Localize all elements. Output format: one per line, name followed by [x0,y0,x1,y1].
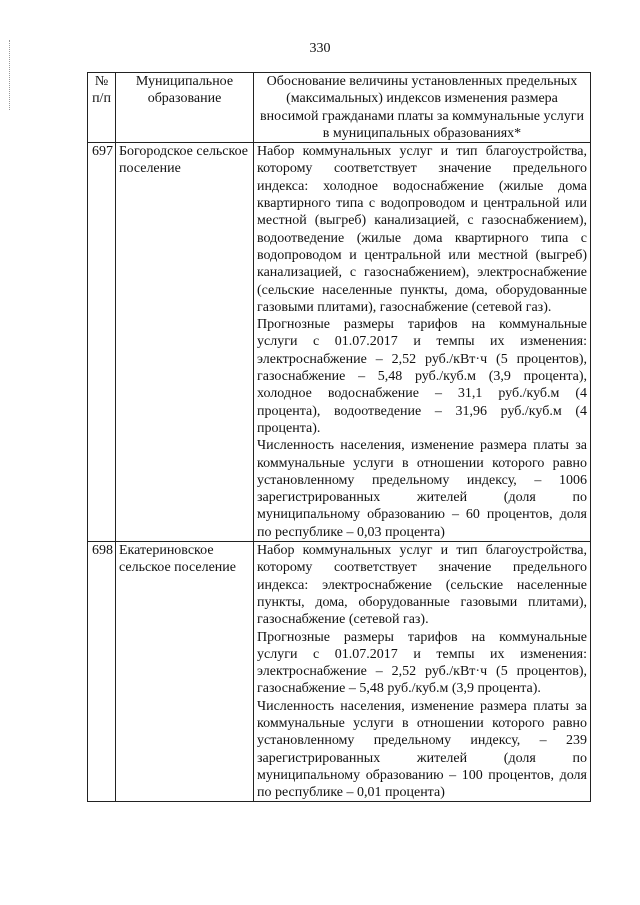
tariffs-paragraph: Прогнозные размеры тарифов на коммунальные услуги с 01.07.2017 и темпы их изменения: электроснабжение – 2,52 руб./кВт·ч (5 процентов), газоснабжение – 5,48 руб./куб.м (3,9 процента). [257,629,587,697]
row-justification [254,143,591,542]
header-municipality: Муниципальное образование [116,73,254,143]
header-justification: Обоснование величины установленных предельных (максимальных) индексов изменения размера вносимой гражданами платы за коммунальные услуги в муниципальных образованиях* [254,73,591,143]
population-paragraph: Численность населения, изменение размера платы за коммунальные услуги в отношении которого равно установленному предельному индексу, – 239 зарегистрированных жителей (доля по муниципальному образованию – 100 процентов, доля по республике – 0,01 процента) [257,698,587,801]
tariffs-paragraph: Прогнозные размеры тарифов на коммунальные услуги с 01.07.2017 и темпы их изменения: электроснабжение – 2,52 руб./кВт·ч (5 процентов), газоснабжение – 5,48 руб./куб.м (3,9 процента), холодное водоснабжение – 31,1 руб./куб.м (4 процента), водоотведение – 31,96 руб./куб.м (4 процента). [257,317,587,436]
header-number: № п/п [88,73,116,143]
row-number: 698 [88,542,116,802]
row-municipality: Екатериновское сельское поселение [116,542,254,802]
services-paragraph: Набор коммунальных услуг и тип благоустройства, которому соответствует значение предельного индекса: электроснабжение (сельские населенные пункты, дома, оборудованные газовыми плитами), газоснабжение (сетевой газ). [257,543,587,628]
row-municipality: Богородское сельское поселение [116,143,254,542]
row-number: 697 [88,143,116,542]
table-row [88,143,591,542]
table-header-row [88,73,591,143]
services-paragraph: Набор коммунальных услуг и тип благоустройства, которому соответствует значение предельного индекса: холодное водоснабжение (жилые дома квартирного типа с водопроводом и центральной или местной (выгреб) канализацией, с газоснабжением), водоотведение (жилые дома квартирного типа с водопроводом и центральной или местной (выгреб) канализацией, с газоснабжением), электроснабжение (сельские населенные пункты, дома, оборудованные газовыми плитами), газоснабжение (сетевой газ). [257,144,587,315]
row-justification [254,542,591,802]
table-row [88,542,591,802]
population-paragraph: Численность населения, изменение размера платы за коммунальные услуги в отношении которого равно установленному предельному индексу, – 1006 зарегистрированных жителей (доля по муниципальному образованию – 60 процентов, доля по республике – 0,03 процента) [257,438,587,540]
page-number: 330 [309,41,331,56]
municipal-index-table [87,72,591,802]
